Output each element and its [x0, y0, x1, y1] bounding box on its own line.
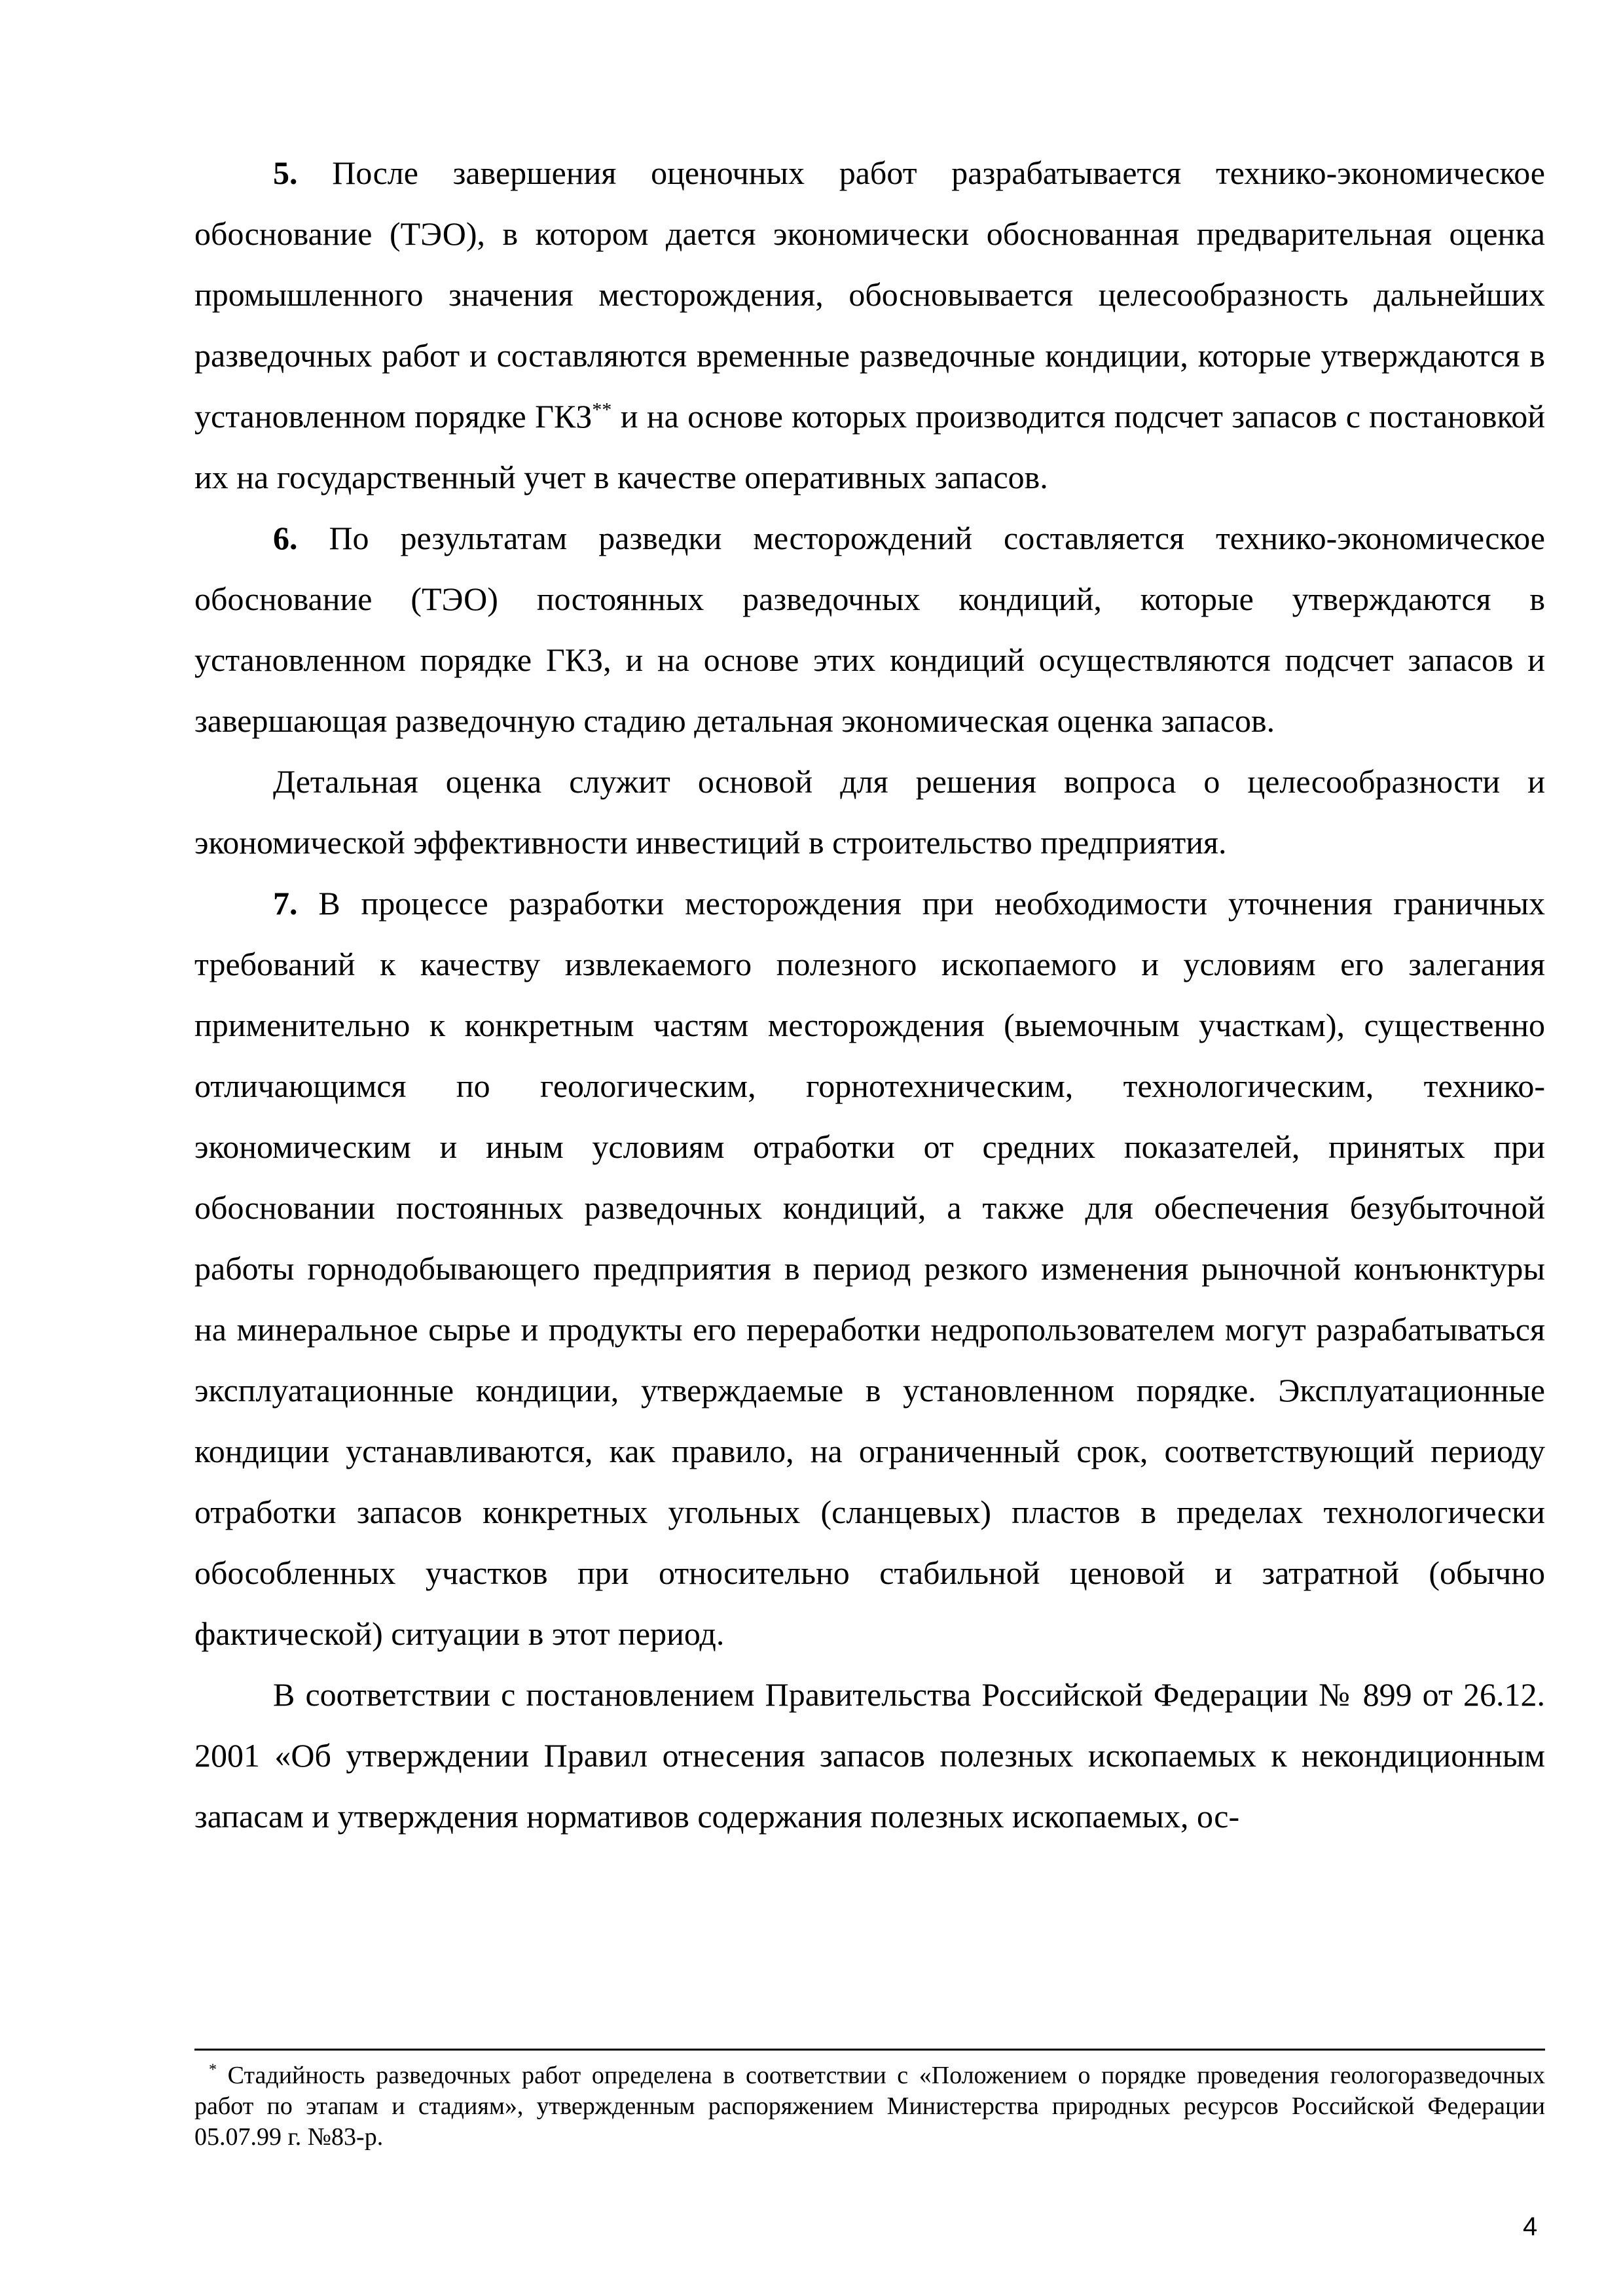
paragraph-text: После завершения оценочных работ разрабатывается технико-экономическое обоснование (ТЭО), в котором дается экономически обоснованная предварительная оценка промышленного значения месторождения, обосновывается целесообразность дальнейших разведочных работ и составляются временные разведочные кондиции, которые утверждаются в установленном порядке ГКЗ [194, 154, 1545, 435]
paragraph-number: 5. [273, 154, 298, 191]
main-text [194, 143, 1545, 1847]
paragraph-text: В процессе разработки месторождения при необходимости уточнения граничных требований к качеству извлекаемого полезного ископаемого и условиям его залегания применительно к конкретным частям месторождения (выемочным участкам), существенно отличающимся по геологическим, горнотехническим, технологическим, технико-экономическим и иным условиям отработки от средних показателей, принятых при обосновании постоянных разведочных кондиций, а также для обеспечения безубыточной работы горнодобывающего предприятия в период резкого изменения рыночной конъюнктуры на минеральное сырье и продукты его переработки недропользователем могут разрабатываться эксплуатационные кондиции, утверждаемые в установленном порядке. Эксплуатационные кондиции устанавливаются, как правило, на ограниченный срок, соответствующий периоду отработки запасов конкретных угольных (сланцевых) пластов в пределах технологически обособленных участков при относительно стабильной ценовой и затратной (обычно фактической) ситуации в этот период. [194, 885, 1546, 1652]
footnote-marker: * [209, 2061, 217, 2079]
paragraph-text-continued: и на основе которых производится подсчет запасов с постановкой их на государственный учет в качестве оперативных запасов. [194, 398, 1546, 495]
footnote [194, 2060, 1545, 2153]
paragraph-number: 6. [273, 520, 298, 556]
paragraph-5 [194, 143, 1545, 508]
paragraph-6 [194, 508, 1545, 751]
footnote-divider [194, 2049, 1545, 2051]
paragraph-detailed-assessment [194, 751, 1545, 873]
footnote-text: Стадийность разведочных работ определена в соответствии с «Положением о порядке проведения геологоразведочных работ по этапам и стадиям», утвержденным распоряжением Министерства природных ресурсов Российской Федерации 05.07.99 г. №83-р. [194, 2062, 1546, 2151]
paragraph-text: Детальная оценка служит основой для решения вопроса о целесообразности и экономической эффективности инвестиций в строительство предприятия. [194, 763, 1545, 861]
page-number: 4 [1523, 2212, 1538, 2241]
paragraph-number: 7. [273, 885, 298, 922]
paragraph-text: В соответствии с постановлением Правительства Российской Федерации № 899 от 26.12. 2001 «Об утверждении Правил отнесения запасов полезных ископаемых к некондиционным запасам и утверждения нормативов содержания полезных ископаемых, ос- [194, 1676, 1545, 1835]
paragraph-text: По результатам разведки месторождений составляется технико-экономическое обоснование (ТЭО) постоянных разведочных кондиций, которые утверждаются в установленном порядке ГКЗ, и на основе этих кондиций осуществляются подсчет запасов и завершающая разведочную стадию детальная экономическая оценка запасов. [194, 520, 1546, 739]
footnote-reference: ** [592, 399, 612, 421]
paragraph-7 [194, 873, 1545, 1664]
paragraph-government-decree [194, 1664, 1545, 1847]
